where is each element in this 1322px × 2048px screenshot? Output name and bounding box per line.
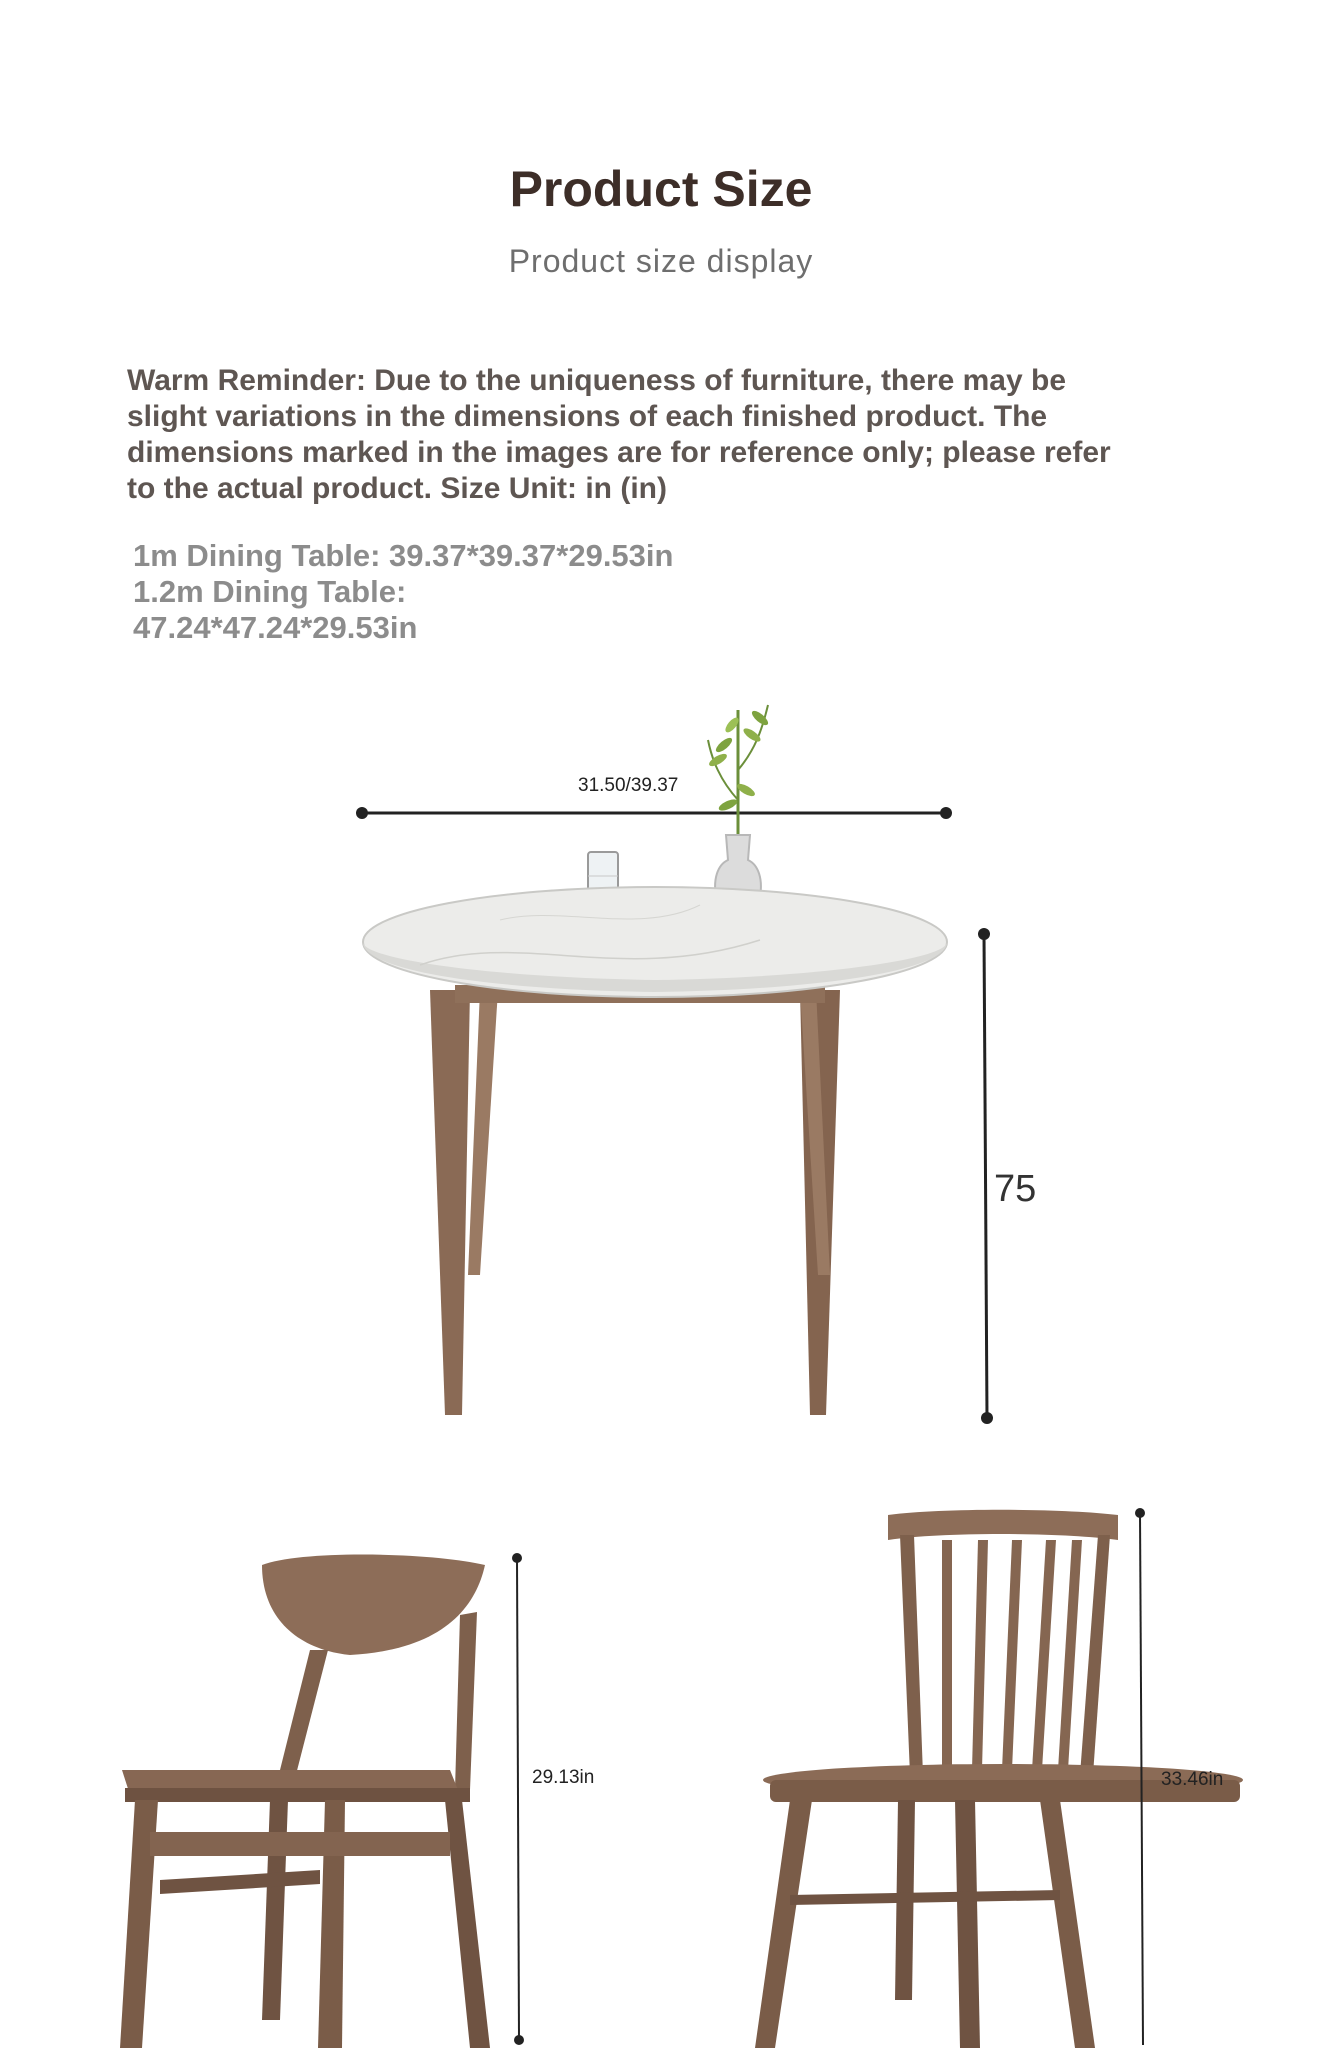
table-width-label: 31.50/39.37 [578,775,679,796]
page-subtitle: Product size display [508,243,814,279]
round-dining-table [363,887,947,1415]
table-height-label: 75 [994,1168,1037,1210]
chair-right-height-label: 33.46in [1161,1769,1224,1790]
curved-back-chair [120,1554,490,2048]
table-width-dimension-line [356,807,952,819]
warm-reminder: Warm Reminder: Due to the uniqueness of furniture, there may be slight variations in the dimensions of each finished product. The dimensions marked in the images are for reference only; please refer to the actual product. Size Unit: in (in) [127,364,1111,505]
table-size-list: 1m Dining Table: 39.37*39.37*29.53in 1.2m Dining Table: 47.24*47.24*29.53in [133,538,674,645]
page-title: Product Size [509,161,813,217]
table-height-dimension-line [978,928,993,1424]
chair-left-height-label: 29.13in [532,1767,595,1788]
chair-left-height-dimension-line [512,1553,524,2045]
